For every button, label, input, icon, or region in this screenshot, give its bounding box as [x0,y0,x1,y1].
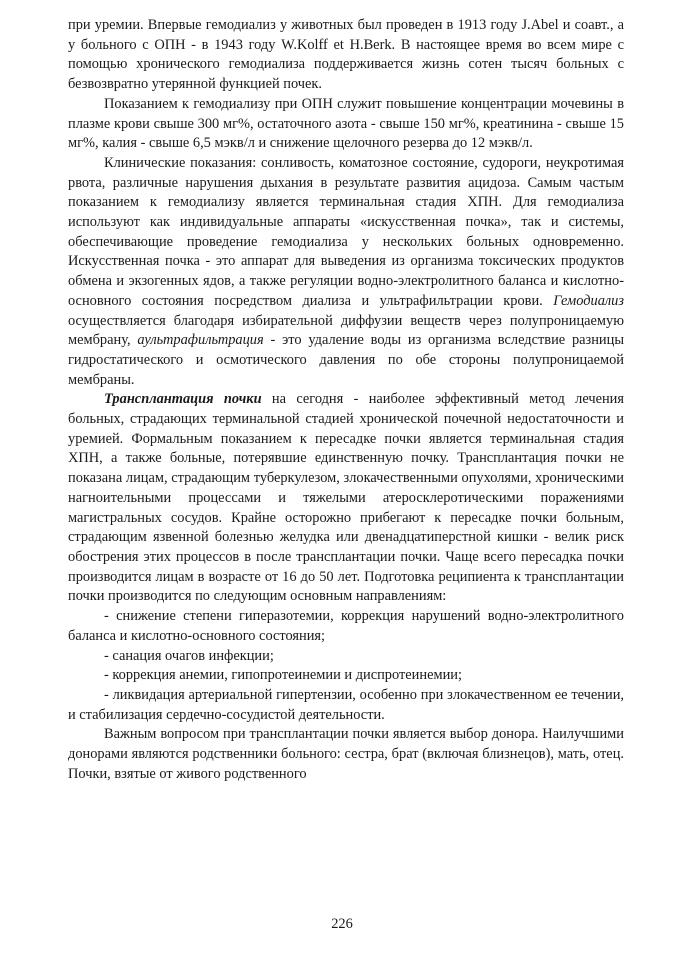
paragraph-clinical-text-2: осуществляется благодаря избирательной диффузии веществ через полупроницаемую мембрану, [68,312,624,349]
list-item: - ликвидация артериальной гипертензии, особенно при злокачественном ее течении, и стабилизация сердечно-сосудистой деятельности. [68,686,624,723]
paragraph-transplantation [68,390,624,607]
paragraph-clinical-text: Клинические показания: сонливость, коматозное состояние, судороги, неукротимая рвота, различные нарушения дыхания в результате развития ацидоза. Самым частым показанием к гемодиализу является терминальная стадия ХПН. Для гемодиализа используют как индивидуальные аппараты «искусственная почка», так и системы, обеспечивающие проведение гемодиализа у нескольких больных одновременно. Искусственная почка - это аппарат для выведения из организма токсических продуктов обмена и экзогенных ядов, а также регуляции водно-электролитного баланса и кислотно-основного состояния посредством диализа и ультрафильтрации крови. [68,154,624,309]
list-item: - снижение степени гиперазотемии, коррекция нарушений водно-электролитного баланса и кислотно-основного состояния; [68,608,624,644]
list-item: - коррекция анемии, гипопротеинемии и диспротеинемии; [104,667,462,684]
paragraph-hemodialysis-history: при уремии. Впервые гемодиализ у животных был проведен в 1913 году J.Abel и соавт., а у больного с ОПН - в 1943 году W.Kolff et H.Berk. В настоящее время во всем мире с помощью хронического гемодиализа поддерживается жизнь сотен тысяч больных с безвозвратно утерянной функцией почек. [68,17,624,93]
document-page [68,16,624,784]
term-transplantation: Трансплантация почки [104,391,262,408]
paragraph-indications-lab: Показанием к гемодиализу при ОПН служит повышение концентрации мочевины в плазме крови свыше 300 мг%, остаточного азота - свыше 150 мг%, креатинина - свыше 15 мг%, калия - свыше 6,5 мэкв/л и снижение щелочного резерва до 12 мэкв/л. [68,95,624,152]
term-ultrafiltration: аультрафильтрация [137,332,264,349]
page-number: 226 [331,916,353,932]
paragraph-transplantation-text: на сегодня - наиболее эффективный метод лечения больных, страдающих терминальной стадией хронической почечной недостаточности и уремией. Формальным показанием к пересадке почки является терминальная стадия ХПН, а также больные, потерявшие единственную почку. Трансплантация почки не показана лицам, страдающим туберкулезом, злокачественными опухолями, хроническими нагноительными процессами и тяжелыми атеросклеротическими поражениями магистральных сосудов. Крайне осторожно прибегают к пересадке почки больным, страдающим язвенной болезнью желудка или двенадцатиперстной кишки - велик риск обострения этих процессов в после трансплантации почки. Чаще всего пересадка почки производится лицам в возрасте от 16 до 50 лет. Подготовка реципиента к трансплантации почки производится по следующим основным направлениям: [68,391,624,605]
term-hemodialysis: Гемодиализ [553,292,624,309]
paragraph-clinical-text-3: - это удаление воды из организма вследствие разницы гидростатического и осмотического давления по обе стороны полупроницаемой мембраны. [68,332,624,388]
paragraph-clinical-indications [68,154,624,390]
list-item: - санация очагов инфекции; [104,647,274,664]
paragraph-donor-selection: Важным вопросом при трансплантации почки является выбор донора. Наилучшими донорами являются родственники больного: сестра, брат (включая близнецов), мать, отец. Почки, взятые от живого родственного [68,726,624,782]
